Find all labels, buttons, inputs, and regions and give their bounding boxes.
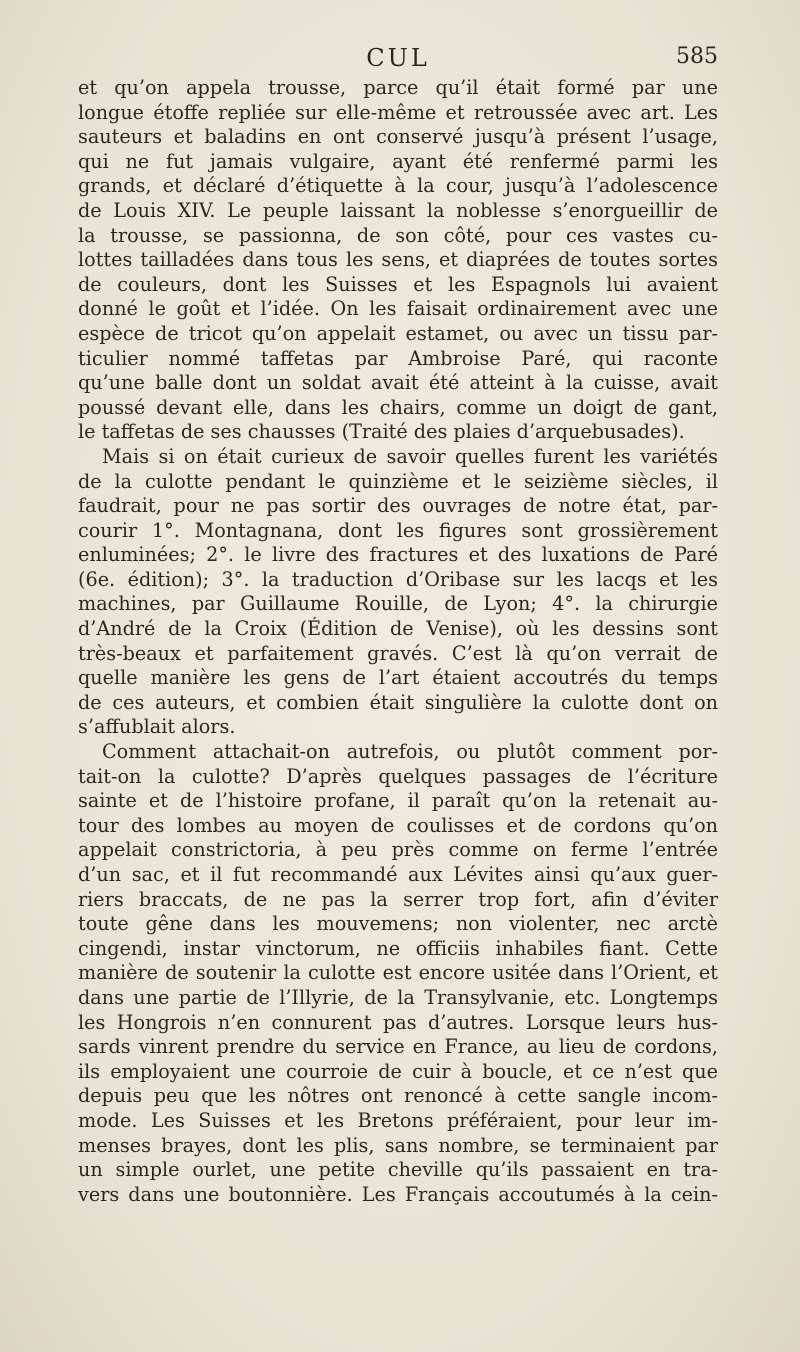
text-line: tour des lombes au moyen de coulisses et de cordons qu’on	[78, 813, 718, 837]
text-line: la trousse, se passionna, de son côté, pour ces vastes cu-	[78, 223, 718, 247]
text-line: très-beaux et parfaitement gravés. C’est là qu’on verrait de	[78, 641, 718, 665]
text-line: de Louis XIV. Le peuple laissant la noblesse s’enorgueillir de	[78, 198, 718, 222]
text-line: poussé devant elle, dans les chairs, comme un doigt de gant,	[78, 395, 718, 419]
text-line: appelait constrictoria, à peu près comme on ferme l’entrée	[78, 838, 718, 862]
text-line: de ces auteurs, et combien était singulière la culotte dont on	[78, 690, 718, 714]
text-line: d’un sac, et il fut recommandé aux Lévites ainsi qu’aux guer-	[78, 863, 718, 886]
text-line: quelle manière les gens de l’art étaient accoutrés du temps	[78, 666, 718, 690]
text-line: et qu’on appela trousse, parce qu’il était formé par une	[78, 76, 718, 99]
text-line: qui ne fut jamais vulgaire, ayant été renfermé parmi les	[78, 149, 718, 173]
text-line: donné le goût et l’idée. On les faisait ordinairement avec une	[78, 297, 718, 321]
text-line: vers dans une boutonnière. Les Français accoutumés à la cein-	[78, 1182, 718, 1206]
text-line: manière de soutenir la culotte est encore usitée dans l’Orient, et	[78, 961, 718, 985]
text-line: lottes tailladées dans tous les sens, et diaprées de toutes sortes	[78, 248, 718, 272]
text-line: d’André de la Croix (Édition de Venise), où les dessins sont	[78, 617, 718, 641]
text-line: les Hongrois n’en connurent pas d’autres. Lorsque leurs hus-	[78, 1010, 718, 1034]
text-line: dans une partie de l’Illyrie, de la Transylvanie, etc. Longtemps	[78, 985, 718, 1009]
text-line: le taffetas de ses chausses (Traité des plaies d’arquebusades).	[78, 420, 685, 444]
text-line: de couleurs, dont les Suisses et les Espagnols lui avaient	[78, 272, 718, 296]
text-line: de la culotte pendant le quinzième et le seizième siècles, il	[78, 469, 718, 493]
text-line: cingendi, instar vinctorum, ne officiis inhabiles fiant. Cette	[78, 936, 718, 960]
text-line: courir 1°. Montagnana, dont les figures sont grossièrement	[78, 518, 718, 542]
text-line: qu’une balle dont un soldat avait été atteint à la cuisse, avait	[78, 371, 718, 395]
text-line: menses brayes, dont les plis, sans nombre, se terminaient par	[78, 1133, 718, 1157]
text-line: riers braccats, de ne pas la serrer trop fort, afin d’éviter	[78, 887, 718, 911]
text-line: toute gêne dans les mouvemens; non violenter, nec arctè	[78, 912, 718, 936]
text-line: espèce de tricot qu’on appelait estamet, ou avec un tissu par-	[78, 321, 718, 345]
text-line: mode. Les Suisses et les Bretons préféraient, pour leur im-	[78, 1108, 718, 1132]
text-line: (6e. édition); 3°. la traduction d’Oribase sur les lacqs et les	[78, 567, 718, 591]
text-line: un simple ourlet, une petite cheville qu’ils passaient en tra-	[78, 1158, 718, 1182]
text-line: longue étoffe repliée sur elle-même et retroussée avec art. Les	[78, 100, 718, 124]
text-line: sards vinrent prendre du service en France, au lieu de cordons,	[78, 1035, 718, 1059]
text-line: s’affublait alors.	[78, 715, 236, 739]
text-line: tait-on la culotte? D’après quelques passages de l’écriture	[78, 764, 718, 788]
text-line: ticulier nommé taffetas par Ambroise Paré, qui raconte	[78, 346, 718, 370]
page-header	[78, 44, 718, 74]
running-head: CUL	[366, 44, 430, 72]
text-line: machines, par Guillaume Rouille, de Lyon; 4°. la chirurgie	[78, 592, 718, 616]
text-line: Mais si on était curieux de savoir quelles furent les variétés	[102, 444, 718, 468]
text-line: sainte et de l’histoire profane, il paraît qu’on la retenait au-	[78, 789, 718, 813]
page-number: 585	[676, 44, 718, 69]
text-line: sauteurs et baladins en ont conservé jusqu’à présent l’usage,	[78, 125, 718, 149]
text-line: depuis peu que les nôtres ont renoncé à cette sangle incom-	[78, 1084, 718, 1108]
body-text	[78, 76, 718, 1207]
text-line: grands, et déclaré d’étiquette à la cour, jusqu’à l’adolescence	[78, 174, 718, 198]
text-line: ils employaient une courroie de cuir à boucle, et ce n’est que	[78, 1059, 718, 1083]
text-line: Comment attachait-on autrefois, ou plutôt comment por-	[102, 740, 718, 764]
text-line: enluminées; 2°. le livre des fractures et des luxations de Paré	[78, 543, 718, 567]
text-line: faudrait, pour ne pas sortir des ouvrages de notre état, par-	[78, 494, 718, 518]
